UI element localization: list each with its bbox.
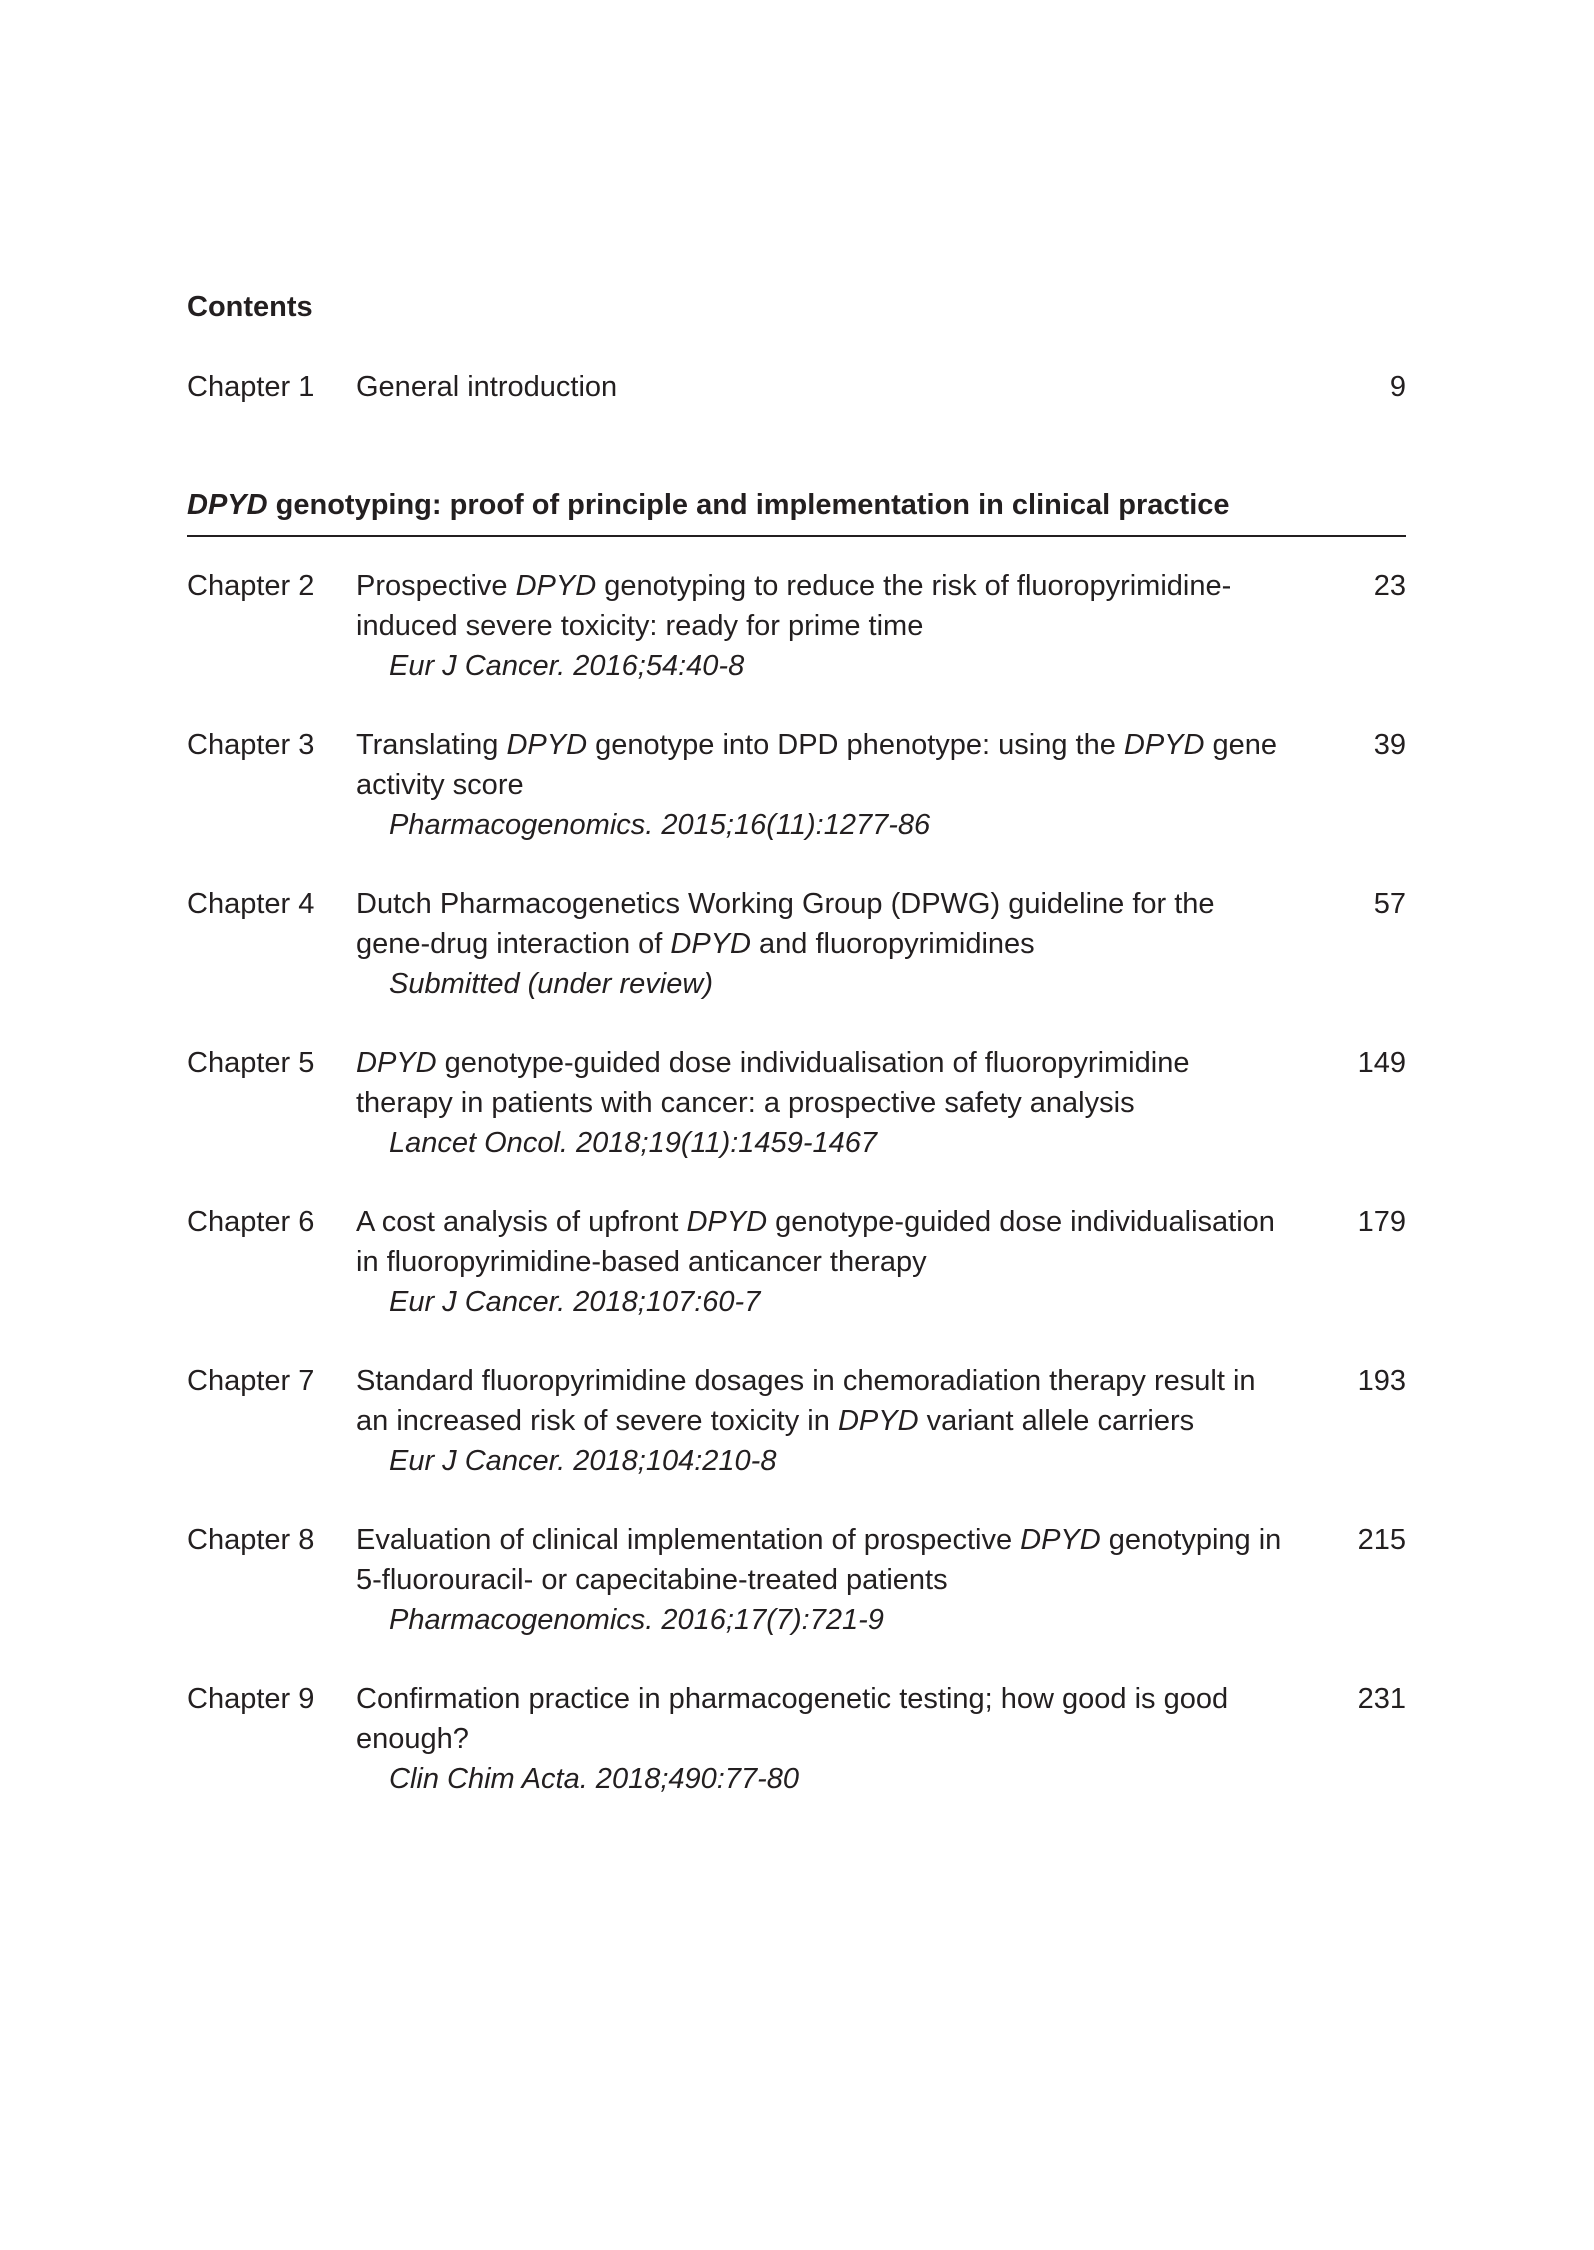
chapter-title: General introduction bbox=[356, 371, 618, 403]
title-line-2: in fluoropyrimidine-based anticancer therapy bbox=[356, 1246, 927, 1278]
citation: Pharmacogenomics. 2015;16(11):1277-86 bbox=[389, 809, 931, 841]
chapter-label: Chapter 7 bbox=[187, 1365, 315, 1397]
title-line-2: an increased risk of severe toxicity in DPYD variant allele carriers bbox=[356, 1405, 1195, 1437]
title-line-1: A cost analysis of upfront DPYD genotype-guided dose individualisation bbox=[356, 1206, 1275, 1238]
title-line-1: Standard fluoropyrimidine dosages in chemoradiation therapy result in bbox=[356, 1365, 1256, 1397]
contents-page bbox=[187, 0, 1406, 2250]
title-line-1: Dutch Pharmacogenetics Working Group (DPWG) guideline for the bbox=[356, 888, 1215, 920]
chapter-title bbox=[356, 1043, 1336, 1163]
citation: Eur J Cancer. 2018;107:60-7 bbox=[389, 1286, 761, 1318]
section-heading-italic: DPYD bbox=[187, 489, 268, 521]
page-number: 215 bbox=[1357, 1524, 1406, 1556]
chapter-title bbox=[356, 1361, 1336, 1481]
page-number: 23 bbox=[1373, 570, 1406, 602]
chapter-title bbox=[356, 1679, 1336, 1799]
title-line-2: 5-fluorouracil- or capecitabine-treated patients bbox=[356, 1564, 948, 1596]
chapter-title bbox=[356, 1202, 1336, 1322]
section-heading bbox=[187, 485, 1406, 537]
chapter-title bbox=[356, 566, 1336, 686]
page-title: Contents bbox=[187, 291, 313, 323]
title-line-1: DPYD genotype-guided dose individualisation of fluoropyrimidine bbox=[356, 1047, 1190, 1079]
title-line-1: Translating DPYD genotype into DPD phenotype: using the DPYD gene bbox=[356, 729, 1278, 761]
citation: Eur J Cancer. 2016;54:40-8 bbox=[389, 650, 745, 682]
page-number: 179 bbox=[1357, 1206, 1406, 1238]
page-number: 193 bbox=[1357, 1365, 1406, 1397]
title-line-1: Evaluation of clinical implementation of prospective DPYD genotyping in bbox=[356, 1524, 1282, 1556]
title-line-1: Prospective DPYD genotyping to reduce the risk of fluoropyrimidine- bbox=[356, 570, 1232, 602]
chapter-title bbox=[356, 725, 1336, 845]
chapter-label: Chapter 6 bbox=[187, 1206, 315, 1238]
chapter-label: Chapter 4 bbox=[187, 888, 315, 920]
chapter-label: Chapter 2 bbox=[187, 570, 315, 602]
title-line-1: Confirmation practice in pharmacogenetic testing; how good is good bbox=[356, 1683, 1229, 1715]
page-number: 9 bbox=[1389, 371, 1406, 403]
section-heading-text: genotyping: proof of principle and implementation in clinical practice bbox=[267, 489, 1230, 521]
chapter-label: Chapter 5 bbox=[187, 1047, 315, 1079]
chapter-title bbox=[356, 884, 1336, 1004]
chapter-label: Chapter 1 bbox=[187, 371, 315, 403]
citation: Submitted (under review) bbox=[389, 968, 713, 1000]
chapter-label: Chapter 3 bbox=[187, 729, 315, 761]
chapter-title bbox=[356, 1520, 1336, 1640]
page-number: 39 bbox=[1373, 729, 1406, 761]
title-line-2: activity score bbox=[356, 769, 524, 801]
title-line-2: gene-drug interaction of DPYD and fluoropyrimidines bbox=[356, 928, 1035, 960]
page-number: 57 bbox=[1373, 888, 1406, 920]
citation: Eur J Cancer. 2018;104:210-8 bbox=[389, 1445, 777, 1477]
title-line-2: therapy in patients with cancer: a prospective safety analysis bbox=[356, 1087, 1135, 1119]
title-line-2: induced severe toxicity: ready for prime time bbox=[356, 610, 924, 642]
page-number: 149 bbox=[1357, 1047, 1406, 1079]
chapter-label: Chapter 9 bbox=[187, 1683, 315, 1715]
citation: Pharmacogenomics. 2016;17(7):721-9 bbox=[389, 1604, 884, 1636]
title-line-2: enough? bbox=[356, 1723, 469, 1755]
citation: Clin Chim Acta. 2018;490:77-80 bbox=[389, 1763, 799, 1795]
chapter-label: Chapter 8 bbox=[187, 1524, 315, 1556]
page-number: 231 bbox=[1357, 1683, 1406, 1715]
citation: Lancet Oncol. 2018;19(11):1459-1467 bbox=[389, 1127, 877, 1159]
